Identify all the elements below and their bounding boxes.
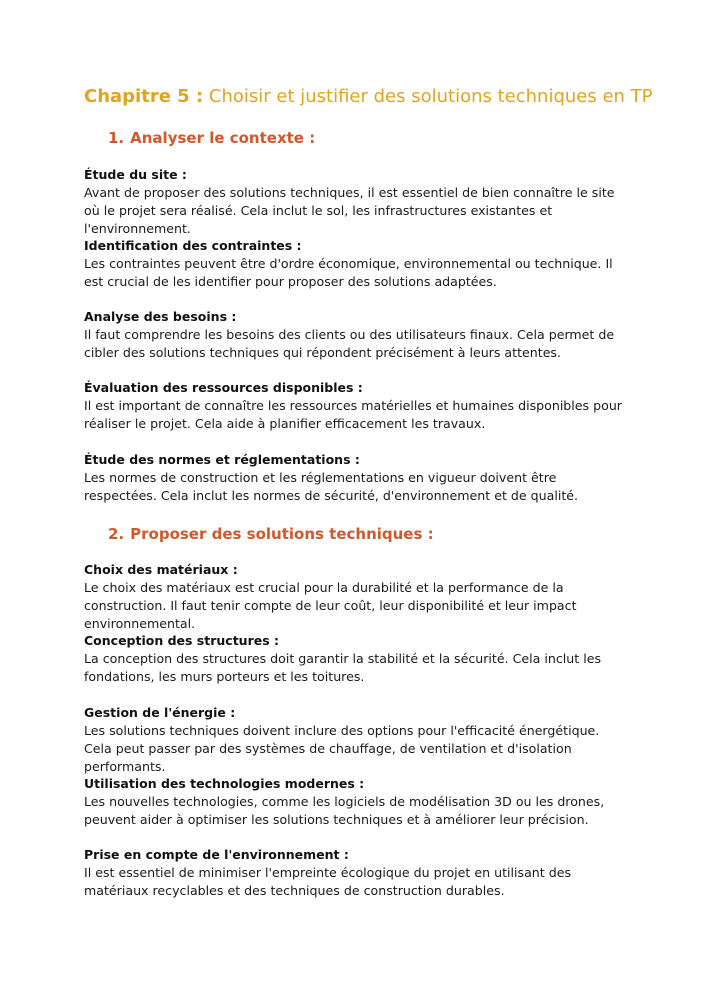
- paragraph-subtitle: Étude du site :: [84, 167, 187, 182]
- paragraph-body: La conception des structures doit garantir la stabilité et la sécurité. Cela inclut les fondations, les murs porteurs et les toitures.: [84, 651, 602, 684]
- paragraph-subtitle: Étude des normes et réglementations :: [84, 452, 360, 467]
- paragraph-body: Avant de proposer des solutions techniques, il est essentiel de bien connaître le site où le projet sera réalisé. Cela inclut le sol, les infrastructures existantes et l'environnement.: [84, 185, 615, 236]
- paragraph-choix-materiaux: [84, 561, 629, 632]
- paragraph-body: Il est important de connaître les ressources matérielles et humaines disponibles pour réaliser le projet. Cela aide à planifier efficacement les travaux.: [84, 398, 622, 431]
- section-heading-1: [108, 128, 315, 148]
- chapter-number: Chapitre 5 :: [84, 86, 204, 107]
- paragraph-conception-structures: [84, 632, 629, 686]
- paragraph-body: Les normes de construction et les réglementations en vigueur doivent être respectées. Cela inclut les normes de sécurité, d'environnement et de qualité.: [84, 470, 579, 503]
- paragraph-body: Les nouvelles technologies, comme les logiciels de modélisation 3D ou les drones, peuvent aider à optimiser les solutions techniques et à améliorer leur précision.: [84, 794, 605, 827]
- paragraph-subtitle: Conception des structures :: [84, 633, 280, 648]
- paragraph-subtitle: Gestion de l'énergie :: [84, 705, 236, 720]
- paragraph-body: Les contraintes peuvent être d'ordre économique, environnemental ou technique. Il est crucial de les identifier pour proposer des solutions adaptées.: [84, 256, 613, 289]
- paragraph-subtitle: Choix des matériaux :: [84, 562, 238, 577]
- paragraph-etude-du-site: [84, 166, 629, 237]
- paragraph-normes-reglementations: [84, 451, 629, 505]
- paragraph-subtitle: Prise en compte de l'environnement :: [84, 847, 349, 862]
- paragraph-subtitle: Évaluation des ressources disponibles :: [84, 380, 363, 395]
- section-heading-2: [108, 524, 434, 544]
- paragraph-evaluation-ressources: [84, 379, 629, 433]
- chapter-title: [84, 85, 653, 109]
- paragraph-analyse-besoins: [84, 308, 629, 362]
- paragraph-subtitle: Identification des contraintes :: [84, 238, 302, 253]
- section-title: Analyser le contexte :: [130, 129, 316, 147]
- chapter-heading: Choisir et justifier des solutions techniques en TP: [208, 86, 653, 107]
- paragraph-body: Il est essentiel de minimiser l'empreinte écologique du projet en utilisant des matériaux recyclables et des techniques de construction durables.: [84, 865, 572, 898]
- paragraph-body: Le choix des matériaux est crucial pour la durabilité et la performance de la construction. Il faut tenir compte de leur coût, leur disponibilité et leur impact environnemental.: [84, 580, 577, 631]
- paragraph-subtitle: Analyse des besoins :: [84, 309, 237, 324]
- paragraph-body: Les solutions techniques doivent inclure des options pour l'efficacité énergétique. Cela peut passer par des systèmes de chauffage, de ventilation et d'isolation performants.: [84, 723, 600, 774]
- paragraph-body: Il faut comprendre les besoins des clients ou des utilisateurs finaux. Cela permet de cibler des solutions techniques qui répondent précisément à leurs attentes.: [84, 327, 615, 360]
- paragraph-identification-contraintes: [84, 237, 629, 291]
- paragraph-subtitle: Utilisation des technologies modernes :: [84, 776, 365, 791]
- section-number: 1.: [108, 129, 125, 147]
- paragraph-environnement: [84, 846, 629, 900]
- paragraph-technologies-modernes: [84, 775, 629, 829]
- section-number: 2.: [108, 525, 125, 543]
- section-title: Proposer des solutions techniques :: [130, 525, 434, 543]
- paragraph-gestion-energie: [84, 704, 629, 775]
